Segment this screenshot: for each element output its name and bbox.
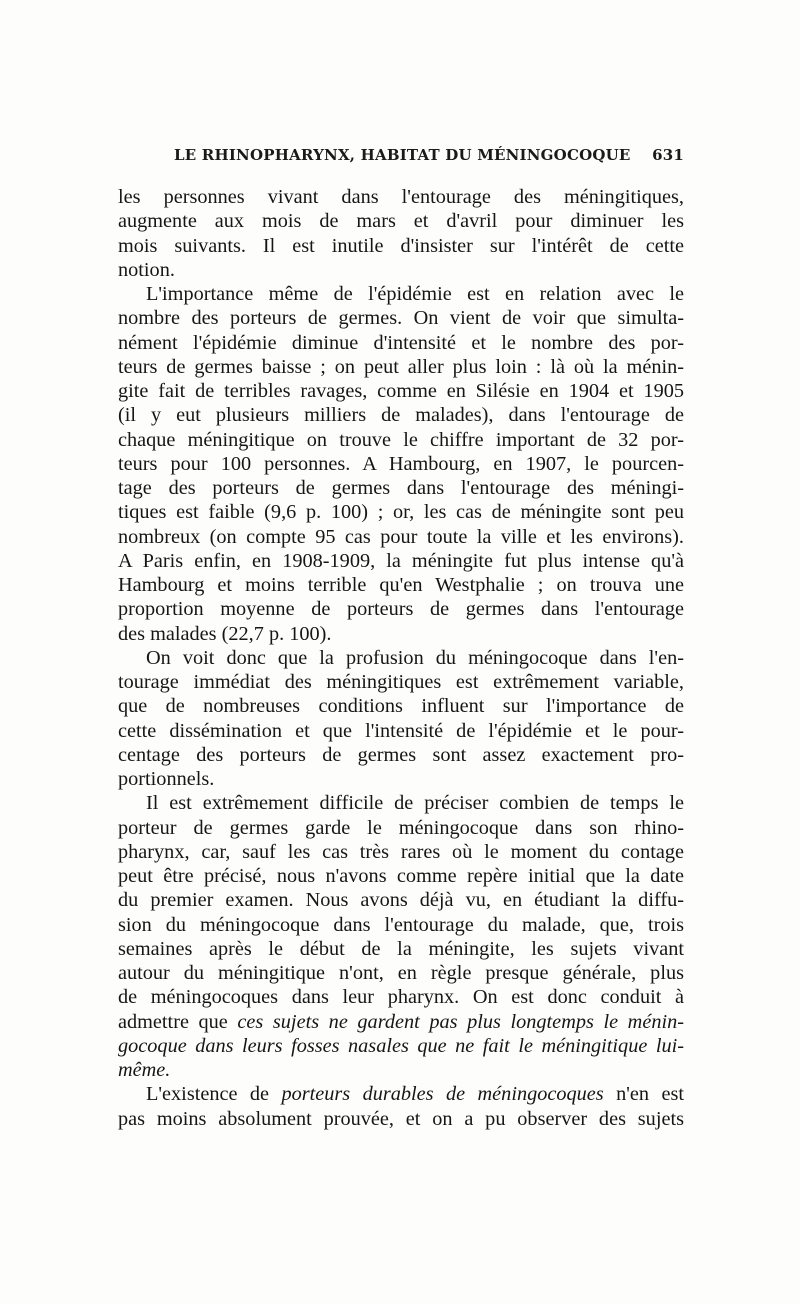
body-text	[118, 185, 684, 1131]
text-line: teurs pour 100 personnes. A Hambourg, en 1907, le pourcen-	[118, 452, 684, 475]
text-line: peut être précisé, nous n'avons comme repère initial que la date	[118, 865, 684, 887]
italic-text: même.	[118, 1059, 171, 1081]
text-line: nombre des porteurs de germes. On vient de voir que simulta-	[118, 307, 684, 330]
text-line: de méningocoques dans leur pharynx. On est donc conduit à	[118, 986, 684, 1009]
text-line	[118, 1010, 684, 1034]
italic-text: gocoque dans leurs fosses nasales que ne fait le méningitique lui-	[118, 1034, 684, 1057]
text-line: centage des porteurs de germes sont assez exactement pro-	[118, 743, 684, 766]
text-line: nombreux (on compte 95 cas pour toute la ville et les environs).	[118, 525, 684, 548]
page-number: 631	[652, 146, 684, 164]
text-line: semaines après le début de la méningite, les sujets vivant	[118, 937, 684, 960]
paragraph	[118, 185, 684, 282]
italic-text: ces sujets ne gardent pas plus longtemps le ménin-	[237, 1010, 684, 1033]
text-line: chaque méningitique on trouve le chiffre important de 32 por-	[118, 428, 684, 451]
text-line	[118, 1034, 684, 1058]
text-line: tage des porteurs de germes dans l'entourage des méningi-	[118, 477, 684, 499]
text-line: les personnes vivant dans l'entourage des méningitiques,	[118, 186, 684, 208]
text-line: Il est extrêmement difficile de préciser combien de temps le	[146, 792, 684, 815]
paragraph	[118, 791, 684, 1082]
text-line: teurs de germes baisse ; on peut aller plus loin : là où la ménin-	[118, 355, 684, 378]
text-line: autour du méningitique n'ont, en règle presque générale, plus	[118, 962, 684, 984]
text-line: pas moins absolument prouvée, et on a pu observer des sujets	[118, 1107, 684, 1130]
text-run: admettre que	[118, 1010, 228, 1033]
text-line: que de nombreuses conditions influent sur l'importance de	[118, 695, 684, 718]
text-line: gite fait de terribles ravages, comme en Silésie en 1904 et 1905	[118, 380, 684, 402]
paragraph	[118, 646, 684, 792]
running-header	[118, 146, 684, 170]
text-run: n'en est	[616, 1083, 684, 1106]
text-line: portionnels.	[118, 768, 215, 790]
text-line: notion.	[118, 258, 175, 281]
text-line: nément l'épidémie diminue d'intensité et le nombre des por-	[118, 331, 684, 354]
text-line: A Paris enfin, en 1908-1909, la méningite fut plus intense qu'à	[118, 549, 684, 572]
running-title: LE RHINOPHARYNX, HABITAT DU MÉNINGOCOQUE	[174, 146, 631, 164]
text-line: Hambourg et moins terrible qu'en Westphalie ; on trouva une	[118, 574, 684, 596]
text-line: cette dissémination et que l'intensité de l'épidémie et le pour-	[118, 719, 684, 742]
text-line: porteur de germes garde le méningocoque dans son rhino-	[118, 816, 684, 839]
text-line	[118, 1058, 684, 1082]
text-line: du premier examen. Nous avons déjà vu, en étudiant la diffu-	[118, 889, 684, 912]
paragraph	[118, 1082, 684, 1131]
text-run: L'existence de	[146, 1083, 270, 1106]
text-line: mois suivants. Il est inutile d'insister sur l'intérêt de cette	[118, 234, 684, 257]
paragraph	[118, 282, 684, 646]
text-line: tourage immédiat des méningitiques est extrêmement variable,	[118, 671, 684, 693]
text-line: On voit donc que la profusion du méningocoque dans l'en-	[146, 646, 684, 669]
text-line: pharynx, car, sauf les cas très rares où le moment du contage	[118, 840, 684, 863]
text-line	[118, 1082, 684, 1106]
text-line: sion du méningocoque dans l'entourage du malade, que, trois	[118, 913, 684, 936]
text-line: L'importance même de l'épidémie est en relation avec le	[146, 283, 684, 305]
italic-text: porteurs durables de méningocoques	[281, 1083, 604, 1106]
text-line: tiques est faible (9,6 p. 100) ; or, les cas de méningite sont peu	[118, 501, 684, 524]
text-line: proportion moyenne de porteurs de germes dans l'entourage	[118, 598, 684, 621]
text-line: (il y eut plusieurs milliers de malades), dans l'entourage de	[118, 404, 684, 427]
text-line: augmente aux mois de mars et d'avril pour diminuer les	[118, 210, 684, 233]
text-line: des malades (22,7 p. 100).	[118, 622, 332, 645]
